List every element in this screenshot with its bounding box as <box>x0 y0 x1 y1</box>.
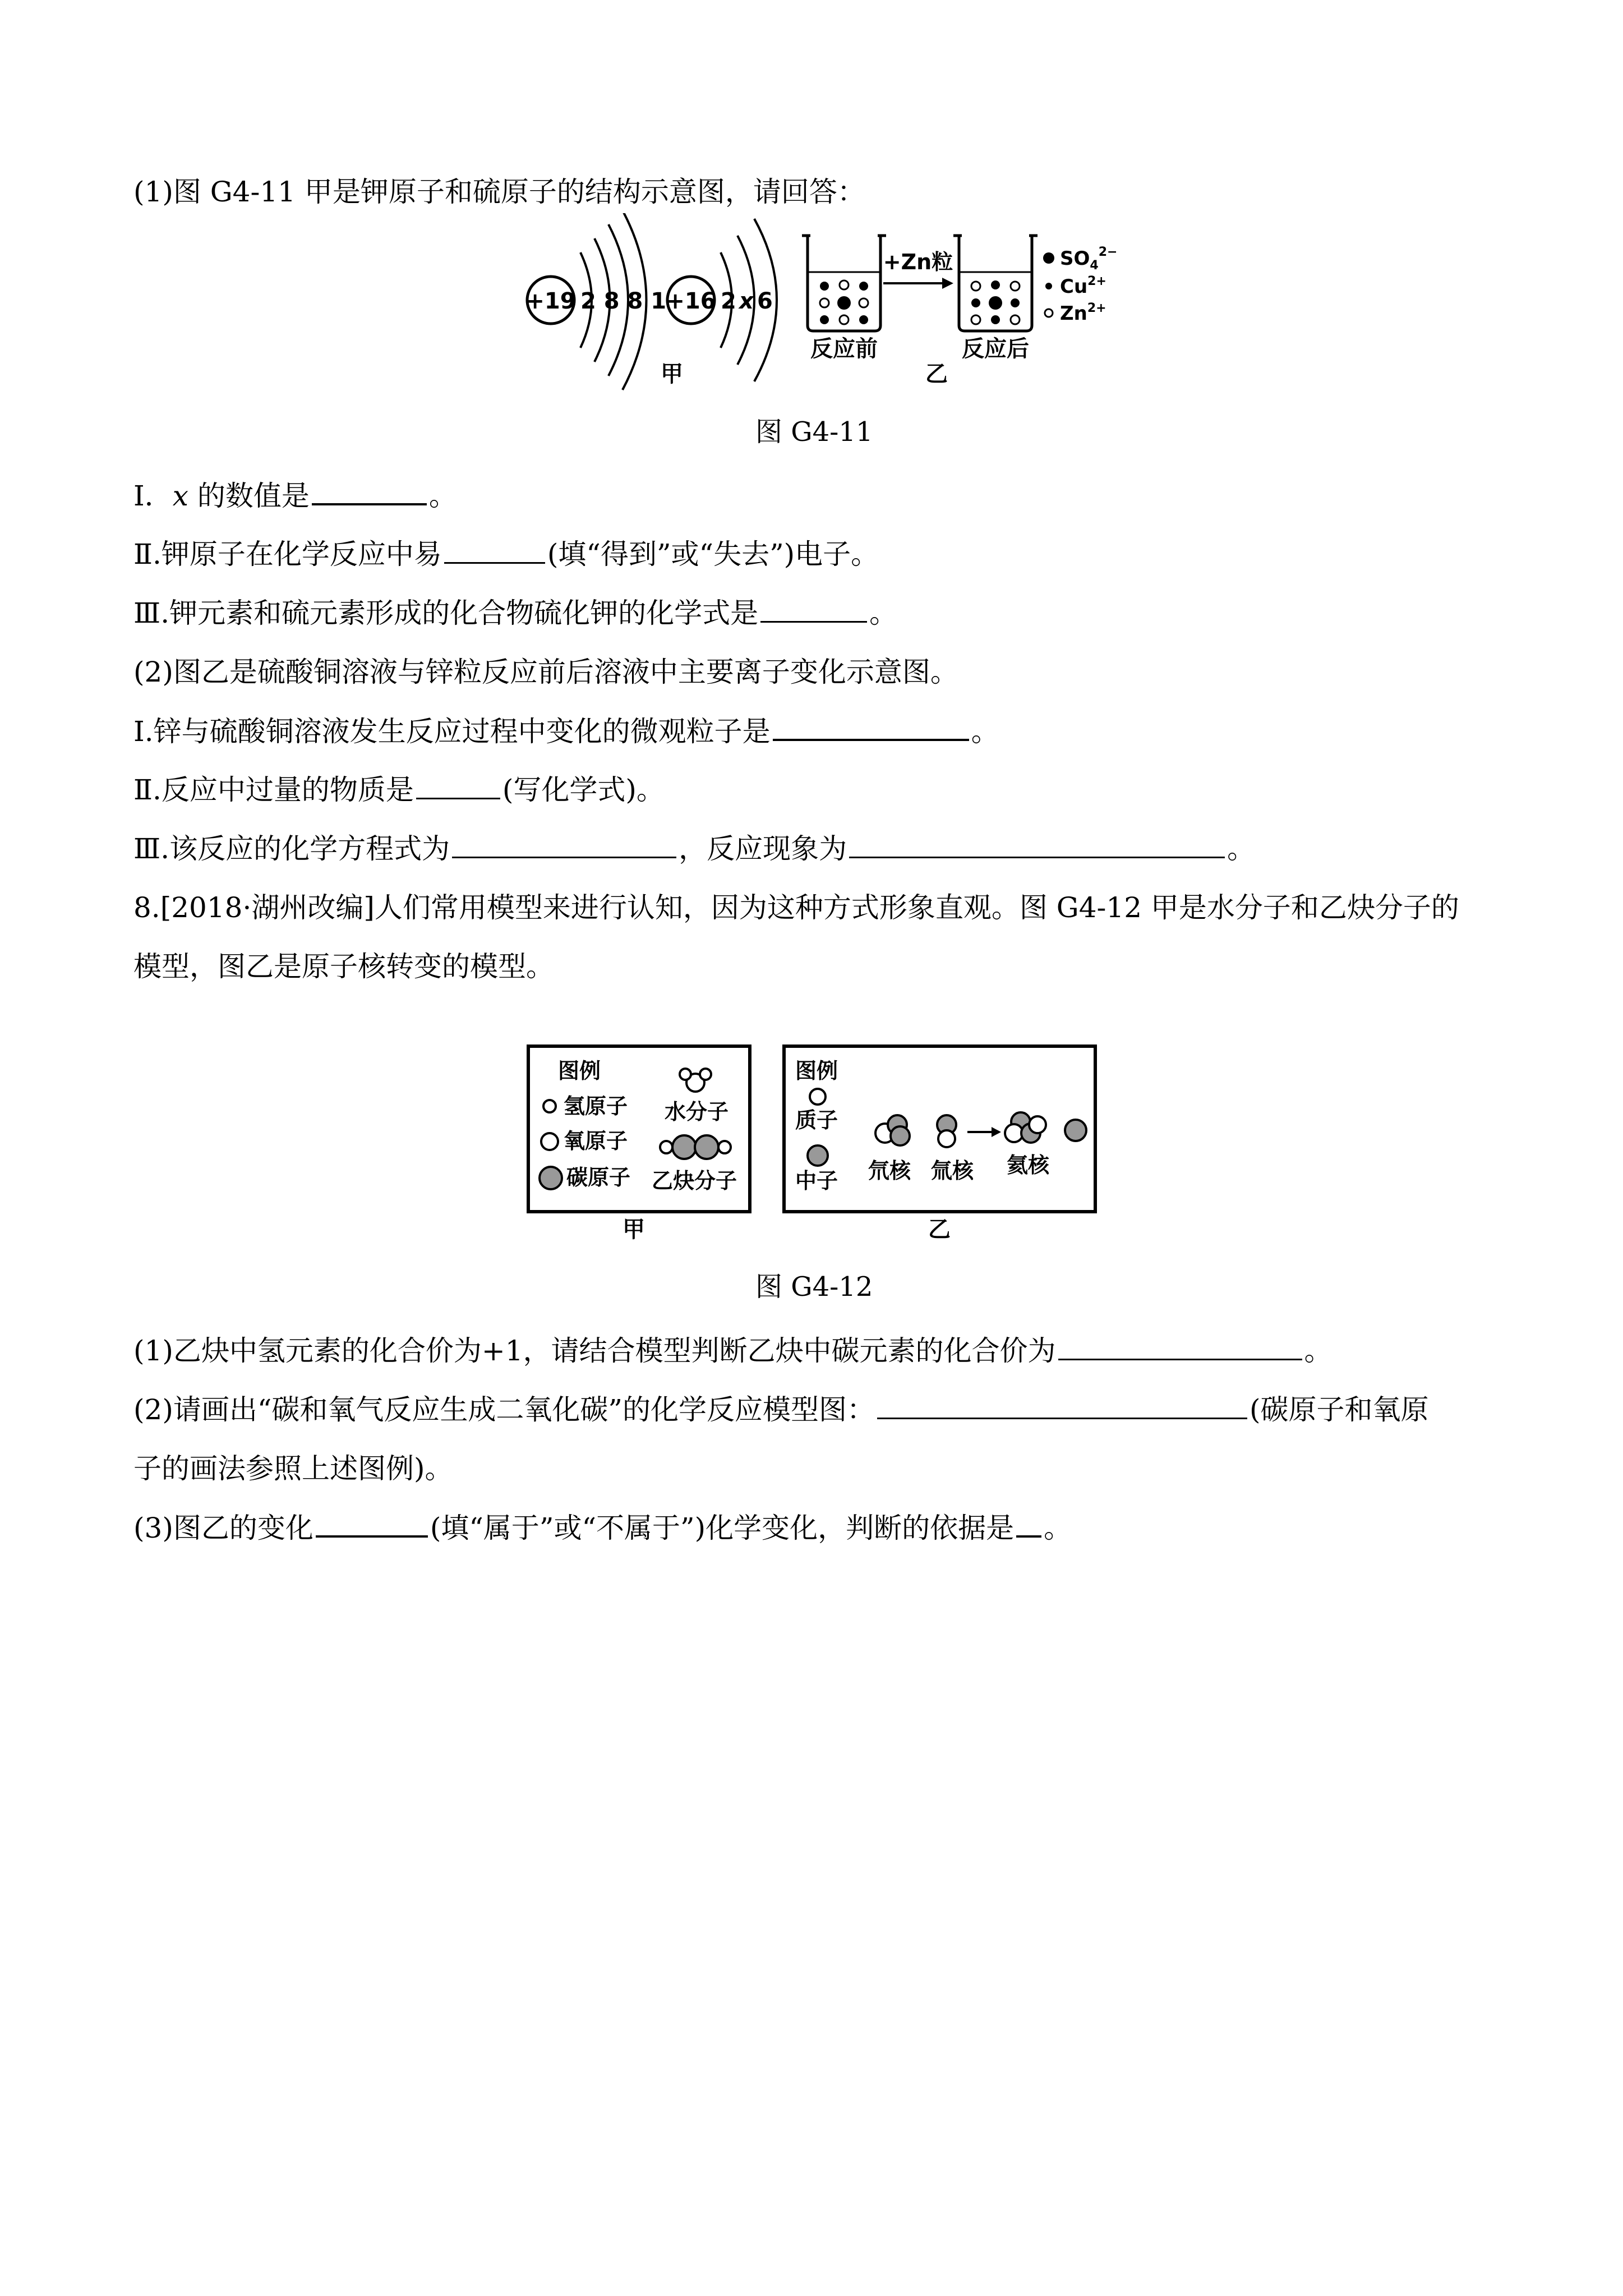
legend-zn: $Zn^{2+}$ <box>1060 301 1106 325</box>
box-b-title: 图例 <box>795 1059 838 1083</box>
answer-blank[interactable] <box>312 478 427 505</box>
legend-box-b <box>784 1046 1095 1212</box>
q7-i3: Ⅲ.钾元素和硫元素形成的化合物硫化钾的化学式是 。 <box>133 597 898 629</box>
label-jia-12: 甲 <box>623 1217 645 1243</box>
tritium-nucleus-icon <box>937 1115 956 1147</box>
caption-g4-12: 图 G4-12 <box>755 1271 873 1303</box>
answer-blank[interactable] <box>316 1511 428 1538</box>
q8-p3: (3)图乙的变化 (填“属于”或“不属于”)化学变化，判断的依据是 。 <box>133 1512 1072 1544</box>
q8-p2-line1: (2)请画出“碳和氧气反应生成二氧化碳”的化学反应模型图： (碳原子和氧原 <box>133 1393 1429 1426</box>
label-water: 水分子 <box>665 1099 729 1124</box>
label-deuterium: 氘核 <box>868 1158 911 1183</box>
beaker-before <box>802 236 886 362</box>
legend-so4: $SO_4^{2-}$ <box>1060 245 1118 273</box>
acetylene-molecule-icon <box>660 1135 731 1159</box>
beaker-after <box>953 236 1038 362</box>
answer-blank[interactable] <box>416 773 500 799</box>
q7-ii3: Ⅲ.该反应的化学方程式为 ，反应现象为 。 <box>133 832 1256 865</box>
label-helium: 氦核 <box>1007 1153 1050 1177</box>
sulfur-atom <box>666 219 777 381</box>
label-jia-11: 甲 <box>661 361 683 387</box>
caption-g4-11: 图 G4-11 <box>755 416 873 448</box>
potassium-shells: 2 8 8 1 <box>580 288 667 314</box>
answer-blank[interactable] <box>760 596 867 623</box>
figure-g4-12 <box>0 1043 1623 1279</box>
legend-box-a <box>528 1046 750 1212</box>
q7-i2: Ⅱ.钾原子在化学反应中易 (填“得到”或“失去”)电子。 <box>133 538 879 570</box>
answer-blank[interactable] <box>452 832 676 858</box>
label-neutron: 中子 <box>795 1168 838 1193</box>
label-yi-12: 乙 <box>928 1217 951 1243</box>
legend-cu: $Cu^{2+}$ <box>1060 274 1106 298</box>
q7-part1-intro: (1)图 G4-11 甲是钾原子和硫原子的结构示意图，请回答： <box>133 176 865 208</box>
ion-legend <box>1043 245 1117 325</box>
q8-intro-line1: 8.[2018·湖州改编]人们常用模型来进行认知，因为这种方式形象直观。图 G4-12 甲是水分子和乙炔分子的 <box>133 891 1459 924</box>
potassium-atom <box>525 213 666 390</box>
arrow-label-zn: +Zn粒 <box>883 250 953 274</box>
label-after: 反应后 <box>962 336 1029 362</box>
free-neutron-icon <box>1065 1120 1086 1141</box>
answer-blank[interactable] <box>849 832 1225 858</box>
q8-p2-line2: 子的画法参照上述图例)。 <box>133 1452 453 1485</box>
answer-blank[interactable] <box>1016 1511 1041 1538</box>
answer-blank[interactable] <box>444 537 545 564</box>
sulfur-shell-3: 6 <box>757 288 773 314</box>
sulfur-nucleus: +16 <box>666 288 716 314</box>
q7-i1: Ⅰ．x 的数值是 。 <box>133 480 457 512</box>
label-proton: 质子 <box>795 1108 838 1133</box>
q8-intro-line2: 模型，图乙是原子核转变的模型。 <box>133 950 554 983</box>
label-yi-11: 乙 <box>925 361 948 387</box>
q8-p1: (1)乙炔中氢元素的化合价为+1，请结合模型判断乙炔中碳元素的化合价为 。 <box>133 1335 1332 1367</box>
sulfur-shell-1: 2 <box>721 288 736 314</box>
label-tritium: 氚核 <box>931 1158 974 1183</box>
helium-nucleus-icon <box>1005 1112 1046 1143</box>
deuterium-nucleus-icon <box>875 1115 910 1145</box>
label-oxygen: 氧原子 <box>564 1129 628 1153</box>
water-molecule-icon <box>680 1069 711 1092</box>
q7-ii2: Ⅱ.反应中过量的物质是 (写化学式)。 <box>133 774 665 806</box>
label-carbon: 碳原子 <box>566 1165 631 1190</box>
label-hydrogen: 氢原子 <box>564 1094 628 1119</box>
answer-blank[interactable] <box>877 1393 1247 1419</box>
label-acetylene: 乙炔分子 <box>652 1168 737 1193</box>
label-before: 反应前 <box>810 336 878 362</box>
q7-part2-intro: (2)图乙是硫酸铜溶液与锌粒反应前后溶液中主要离子变化示意图。 <box>133 656 958 688</box>
answer-blank[interactable] <box>773 714 969 741</box>
answer-blank[interactable] <box>1058 1334 1302 1360</box>
q7-ii1: Ⅰ.锌与硫酸铜溶液发生反应过程中变化的微观粒子是 。 <box>133 715 999 748</box>
potassium-nucleus: +19 <box>525 288 576 314</box>
box-a-title: 图例 <box>558 1059 601 1083</box>
sulfur-shell-x: x <box>739 288 754 314</box>
reaction-arrow <box>883 250 953 289</box>
